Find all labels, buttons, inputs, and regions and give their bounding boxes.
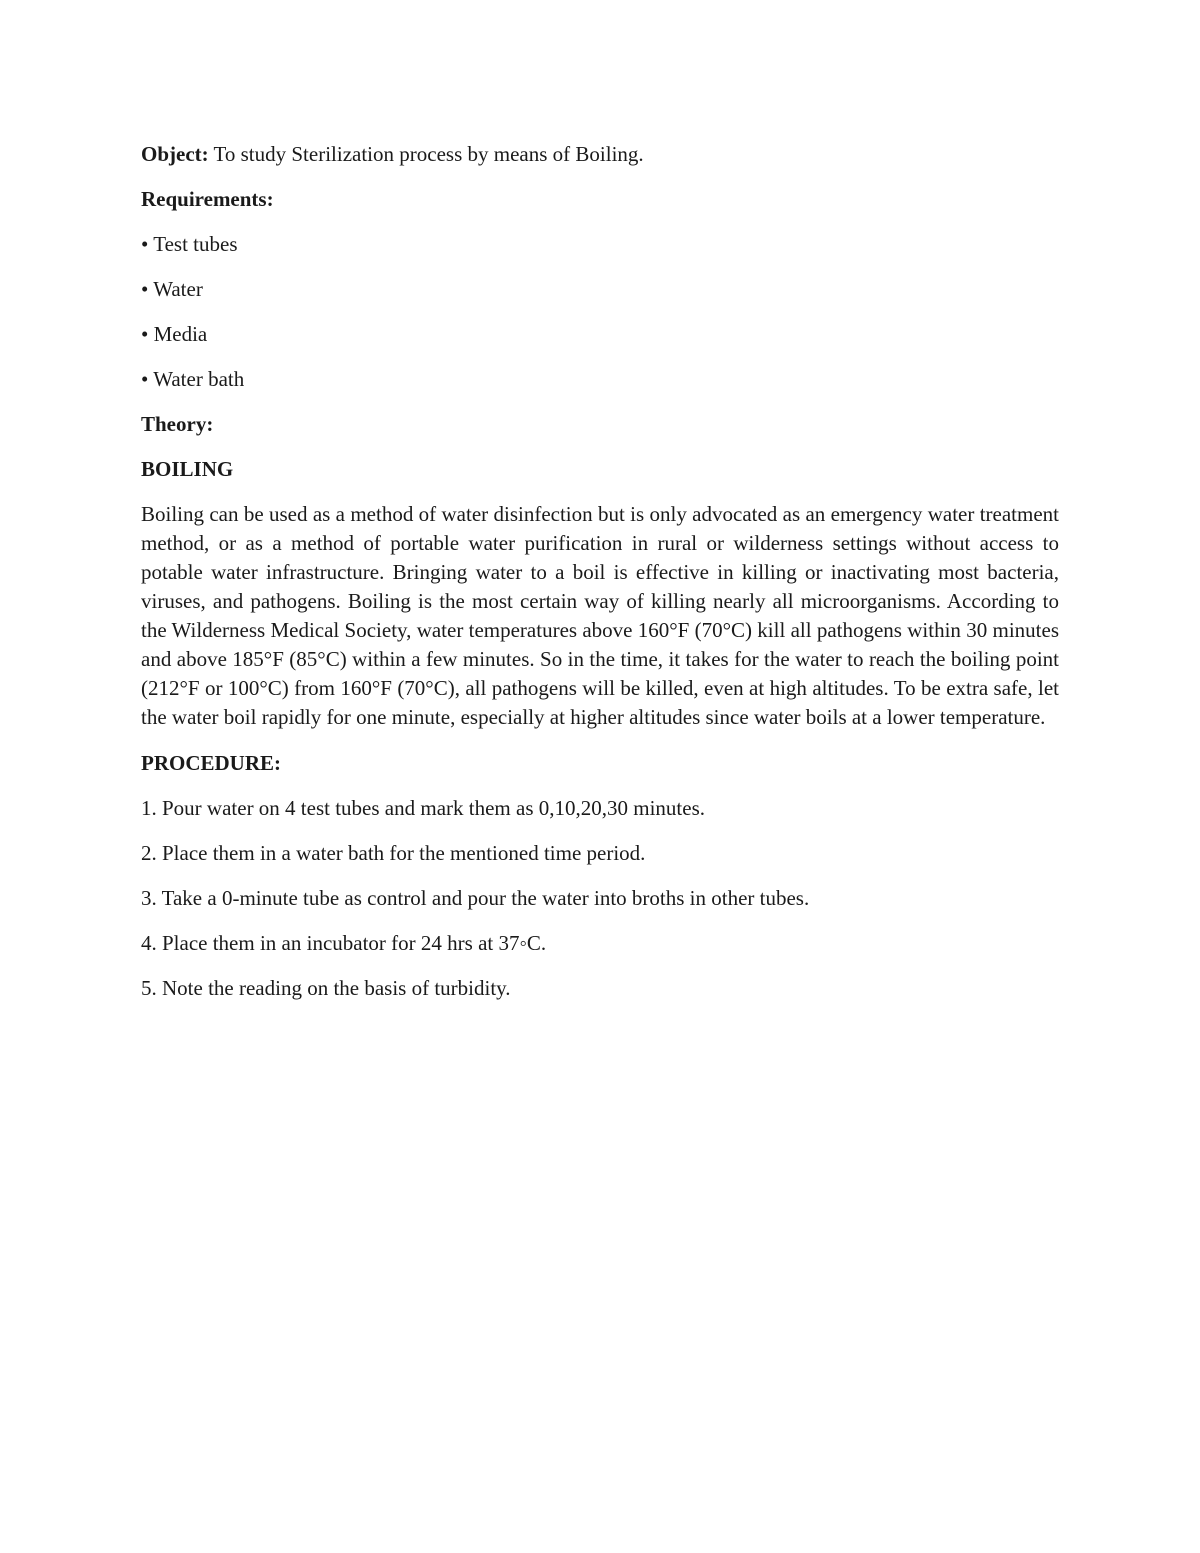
procedure-step: 5. Note the reading on the basis of turbidity.: [141, 976, 511, 1000]
object-line: [141, 140, 1059, 169]
requirements-heading: Requirements:: [141, 187, 274, 211]
boiling-subheading: BOILING: [141, 457, 234, 481]
requirements-list: [141, 230, 1059, 394]
procedure-step: 3. Take a 0-minute tube as control and pour the water into broths in other tubes.: [141, 886, 810, 910]
procedure-heading: PROCEDURE:: [141, 751, 281, 775]
theory-paragraph: Boiling can be used as a method of water disinfection but is only advocated as an emergency water treatment method, or as a method of portable water purification in rural or wilderness settings without access to potable water infrastructure. Bringing water to a boil is effective in killing or inactivating most bacteria, viruses, and pathogens. Boiling is the most certain way of killing nearly all microorganisms. According to the Wilderness Medical Society, water temperatures above 160°F (70°C) kill all pathogens within 30 minutes and above 185°F (85°C) within a few minutes. So in the time, it takes for the water to reach the boiling point (212°F or 100°C) from 160°F (70°C), all pathogens will be killed, even at high altitudes. To be extra safe, let the water boil rapidly for one minute, especially at higher altitudes since water boils at a lower temperature.: [141, 502, 1059, 729]
requirement-item: • Water bath: [141, 367, 245, 391]
procedure-step: 4. Place them in an incubator for 24 hrs at 37◦C.: [141, 931, 547, 955]
requirement-item: • Water: [141, 277, 203, 301]
object-text: To study Sterilization process by means of Boiling.: [208, 142, 644, 166]
requirement-item: • Media: [141, 322, 208, 346]
procedure-step: 1. Pour water on 4 test tubes and mark them as 0,10,20,30 minutes.: [141, 796, 705, 820]
requirement-item: • Test tubes: [141, 232, 238, 256]
procedure-steps: [141, 794, 1059, 1003]
object-label: Object:: [141, 142, 209, 166]
procedure-step: 2. Place them in a water bath for the mentioned time period.: [141, 841, 646, 865]
theory-heading: Theory:: [141, 412, 214, 436]
document-page: [141, 140, 1059, 1019]
